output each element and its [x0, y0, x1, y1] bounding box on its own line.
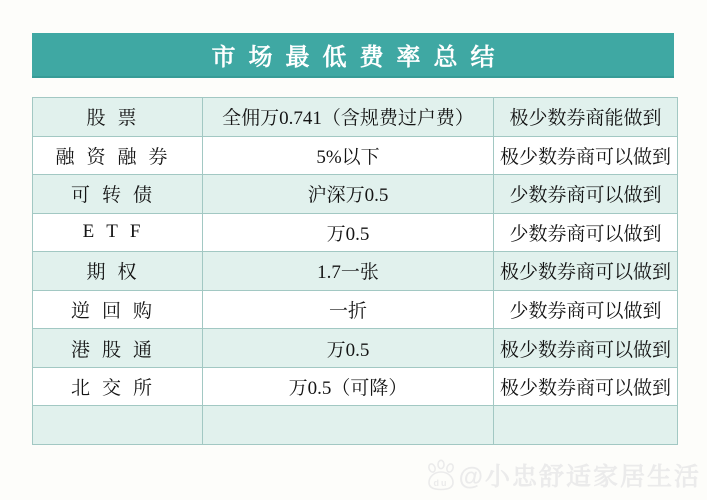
table-row	[33, 175, 678, 214]
availability-cell: 极少数券商可以做到	[494, 329, 678, 368]
product-cell: 融资融券	[33, 136, 203, 175]
watermark	[426, 457, 701, 493]
availability-cell: 极少数券商能做到	[494, 98, 678, 137]
rate-cell: 万0.5	[203, 329, 494, 368]
title-bar	[32, 33, 674, 78]
rate-cell: 全佣万0.741（含规费过户费）	[203, 98, 494, 137]
rate-cell: 万0.5	[203, 213, 494, 252]
product-cell: ETF	[33, 213, 203, 252]
rate-cell: 5%以下	[203, 136, 494, 175]
table-row-empty	[33, 406, 678, 445]
product-cell: 北交所	[33, 367, 203, 406]
svg-text:du: du	[433, 478, 449, 488]
product-cell: 港股通	[33, 329, 203, 368]
baidu-paw-icon	[426, 459, 456, 491]
availability-cell	[494, 406, 678, 445]
rate-cell: 万0.5（可降）	[203, 367, 494, 406]
table-row	[33, 98, 678, 137]
availability-cell: 少数券商可以做到	[494, 213, 678, 252]
rate-cell: 沪深万0.5	[203, 175, 494, 214]
fee-rate-table	[32, 97, 678, 445]
product-cell: 期权	[33, 252, 203, 291]
watermark-text: @小忠舒适家居生活	[458, 463, 701, 491]
availability-cell: 少数券商可以做到	[494, 290, 678, 329]
product-cell	[33, 406, 203, 445]
page-title: 市场最低费率总结	[211, 44, 508, 71]
table-row	[33, 290, 678, 329]
product-cell: 可转债	[33, 175, 203, 214]
product-cell: 逆回购	[33, 290, 203, 329]
table-row	[33, 136, 678, 175]
rate-cell: 一折	[203, 290, 494, 329]
rate-cell	[203, 406, 494, 445]
product-cell: 股票	[33, 98, 203, 137]
availability-cell: 极少数券商可以做到	[494, 367, 678, 406]
table-row	[33, 252, 678, 291]
table-row	[33, 329, 678, 368]
rate-cell: 1.7一张	[203, 252, 494, 291]
availability-cell: 少数券商可以做到	[494, 175, 678, 214]
table-row	[33, 367, 678, 406]
table-row	[33, 213, 678, 252]
availability-cell: 极少数券商可以做到	[494, 136, 678, 175]
availability-cell: 极少数券商可以做到	[494, 252, 678, 291]
